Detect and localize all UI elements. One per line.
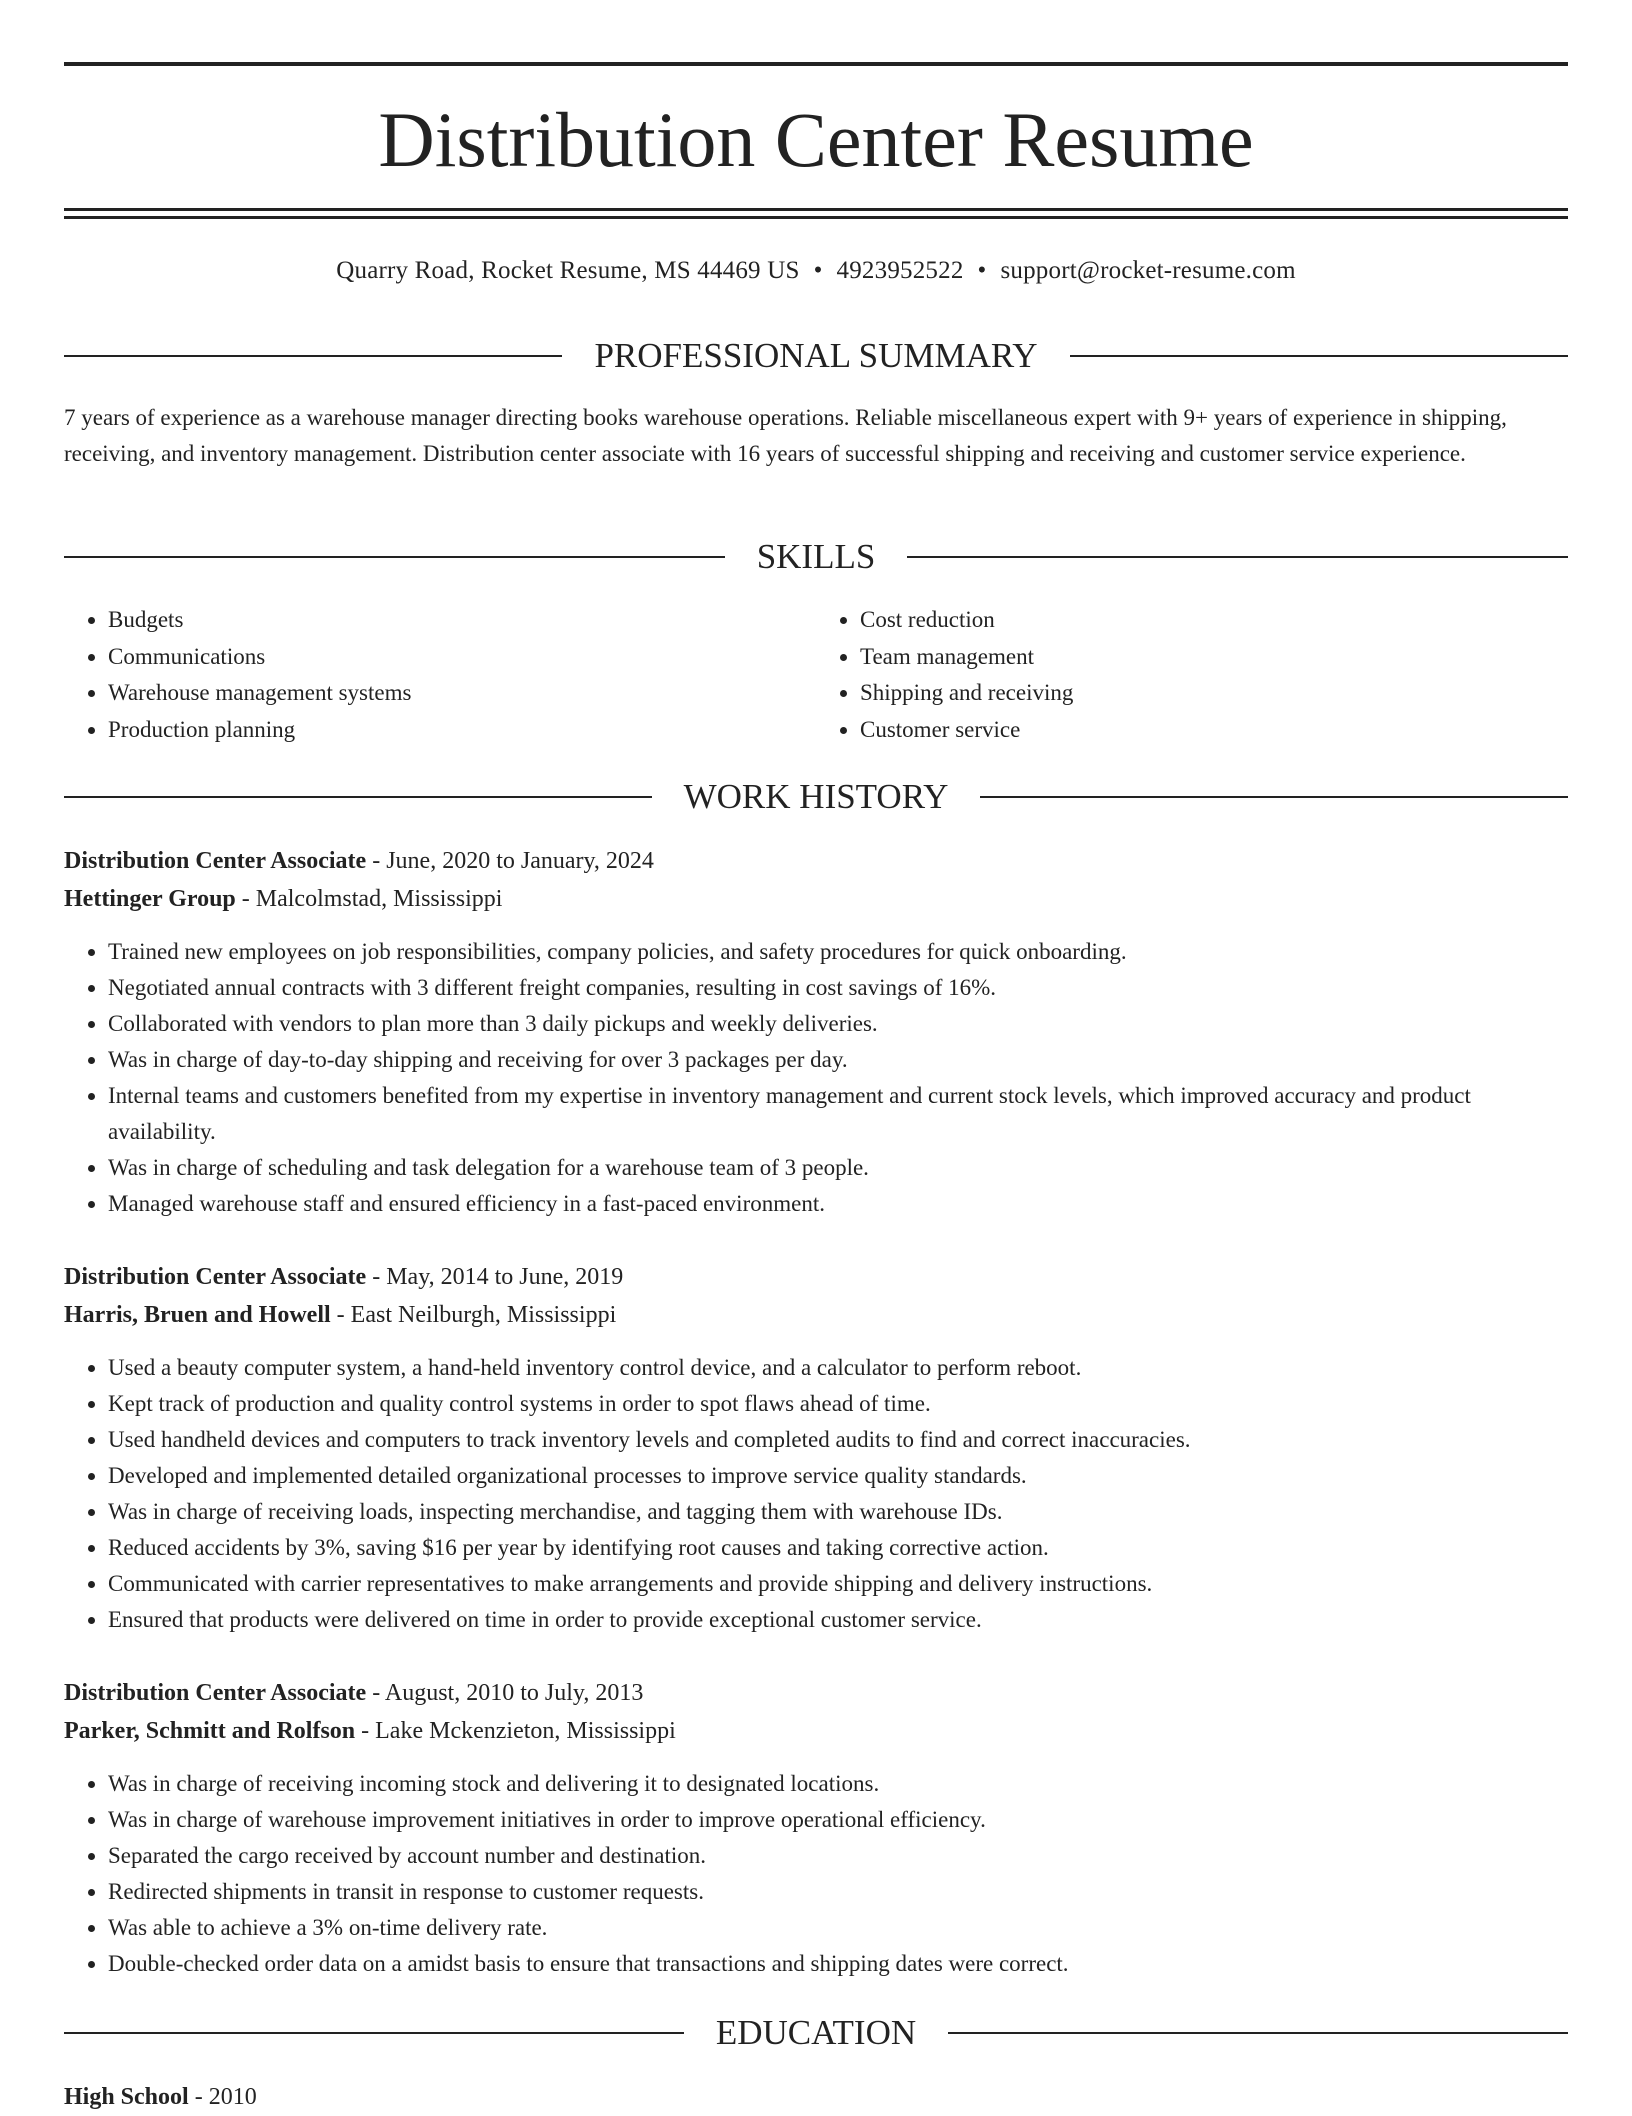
skill-item: • Production planning (108, 712, 816, 749)
job-dates: - June, 2020 to January, 2024 (366, 848, 654, 874)
job-company: Harris, Bruen and Howell (64, 1302, 331, 1328)
contact-separator: • (813, 257, 823, 284)
job-bullet: • Redirected shipments in transit in response to customer requests. (108, 1874, 1568, 1910)
job-bullet: • Negotiated annual contracts with 3 different freight companies, resulting in cost savings of 16%. (108, 970, 1568, 1006)
job-bullets (64, 1766, 1568, 1982)
heading-rule (64, 796, 652, 798)
skill-item: • Shipping and receiving (860, 675, 1568, 712)
section-title: SKILLS (756, 537, 876, 576)
job-bullet: • Was in charge of receiving incoming stock and delivering it to designated locations. (108, 1766, 1568, 1802)
header-double-rule-lower (64, 216, 1568, 219)
section-heading-skills (64, 537, 1568, 577)
skill-item: • Team management (860, 639, 1568, 676)
job-bullet: • Ensured that products were delivered on time in order to provide exceptional customer service. (108, 1602, 1568, 1638)
job-bullet: • Used handheld devices and computers to track inventory levels and completed audits to find and correct inaccuracies. (108, 1422, 1568, 1458)
job-bullet: • Internal teams and customers benefited from my expertise in inventory management and current stock levels, which improved accuracy and product availability. (108, 1078, 1568, 1150)
job-company: Parker, Schmitt and Rolfson (64, 1718, 356, 1744)
job-bullets (64, 1350, 1568, 1638)
job-entry (64, 1258, 1568, 1638)
job-bullet: • Was in charge of day-to-day shipping and receiving for over 3 packages per day. (108, 1042, 1568, 1078)
job-location: - Lake Mckenzieton, Mississippi (355, 1718, 676, 1744)
section-heading-work-history (64, 777, 1568, 817)
job-title: Distribution Center Associate (64, 1680, 367, 1706)
education-entry (64, 2078, 1568, 2116)
skill-item: • Communications (108, 639, 816, 676)
job-bullet: • Managed warehouse staff and ensured efficiency in a fast-paced environment. (108, 1186, 1568, 1222)
heading-rule (948, 2032, 1568, 2034)
job-location: - Malcolmstad, Mississippi (235, 886, 503, 912)
job-bullet: • Kept track of production and quality control systems in order to spot flaws ahead of time. (108, 1386, 1568, 1422)
contact-phone: 4923952522 (836, 257, 964, 284)
job-title-line (64, 1258, 1568, 1296)
education-year: - 2010 (188, 2084, 257, 2110)
skills-column-left (64, 602, 816, 748)
resume-title: Distribution Center Resume (378, 96, 1254, 183)
heading-rule (980, 796, 1568, 798)
job-dates: - May, 2014 to June, 2019 (366, 1264, 624, 1290)
job-entry (64, 842, 1568, 1222)
heading-rule (907, 556, 1568, 558)
contact-line (64, 254, 1568, 288)
job-bullet: • Collaborated with vendors to plan more than 3 daily pickups and weekly deliveries. (108, 1006, 1568, 1042)
skill-item: • Cost reduction (860, 602, 1568, 639)
job-company: Hettinger Group (64, 886, 236, 912)
job-title: Distribution Center Associate (64, 848, 367, 874)
heading-rule (64, 355, 562, 357)
job-bullet: • Was in charge of scheduling and task delegation for a warehouse team of 3 people. (108, 1150, 1568, 1186)
skills-column-right (816, 602, 1568, 748)
contact-separator: • (977, 257, 987, 284)
section-heading-summary (64, 336, 1568, 376)
job-bullet: • Used a beauty computer system, a hand-held inventory control device, and a calculator to perform reboot. (108, 1350, 1568, 1386)
header-top-rule (64, 62, 1568, 66)
education-degree: High School (64, 2084, 189, 2110)
section-title: EDUCATION (715, 2013, 917, 2052)
header-double-rule-upper (64, 208, 1568, 211)
job-bullet: • Communicated with carrier representatives to make arrangements and provide shipping and delivery instructions. (108, 1566, 1568, 1602)
heading-rule (64, 2032, 684, 2034)
skill-item: • Customer service (860, 712, 1568, 749)
job-title: Distribution Center Associate (64, 1264, 367, 1290)
job-bullet: • Separated the cargo received by account number and destination. (108, 1838, 1568, 1874)
skill-item: • Warehouse management systems (108, 675, 816, 712)
job-bullet: • Reduced accidents by 3%, saving $16 per year by identifying root causes and taking corrective action. (108, 1530, 1568, 1566)
skill-item: • Budgets (108, 602, 816, 639)
job-bullet: • Was in charge of receiving loads, inspecting merchandise, and tagging them with warehouse IDs. (108, 1494, 1568, 1530)
heading-rule (1070, 355, 1568, 357)
skills-list (64, 602, 1568, 748)
job-bullet: • Was able to achieve a 3% on-time delivery rate. (108, 1910, 1568, 1946)
section-heading-education (64, 2013, 1568, 2053)
section-title: PROFESSIONAL SUMMARY (594, 336, 1038, 375)
job-company-line (64, 1712, 1568, 1750)
job-bullet: • Trained new employees on job responsibilities, company policies, and safety procedures for quick onboarding. (108, 934, 1568, 970)
job-company-line (64, 1296, 1568, 1334)
job-bullet: • Developed and implemented detailed organizational processes to improve service quality standards. (108, 1458, 1568, 1494)
job-entry (64, 1674, 1568, 1982)
summary-text: 7 years of experience as a warehouse manager directing books warehouse operations. Reliable miscellaneous expert with 9+ years of experience in shipping, receiving, and inventory management. Distribution center associate with 16 years of successful shipping and receiving and customer service experience. (64, 405, 1507, 466)
job-bullets (64, 934, 1568, 1222)
job-title-line (64, 842, 1568, 880)
job-bullet: • Was in charge of warehouse improvement initiatives in order to improve operational efficiency. (108, 1802, 1568, 1838)
contact-address: Quarry Road, Rocket Resume, MS 44469 US (336, 257, 800, 284)
job-title-line (64, 1674, 1568, 1712)
section-title: WORK HISTORY (683, 777, 949, 816)
job-bullet: • Double-checked order data on a amidst basis to ensure that transactions and shipping dates were correct. (108, 1946, 1568, 1982)
heading-rule (64, 556, 725, 558)
job-dates: - August, 2010 to July, 2013 (366, 1680, 644, 1706)
job-location: - East Neilburgh, Mississippi (330, 1302, 617, 1328)
job-company-line (64, 880, 1568, 918)
contact-email: support@rocket-resume.com (1000, 257, 1296, 284)
